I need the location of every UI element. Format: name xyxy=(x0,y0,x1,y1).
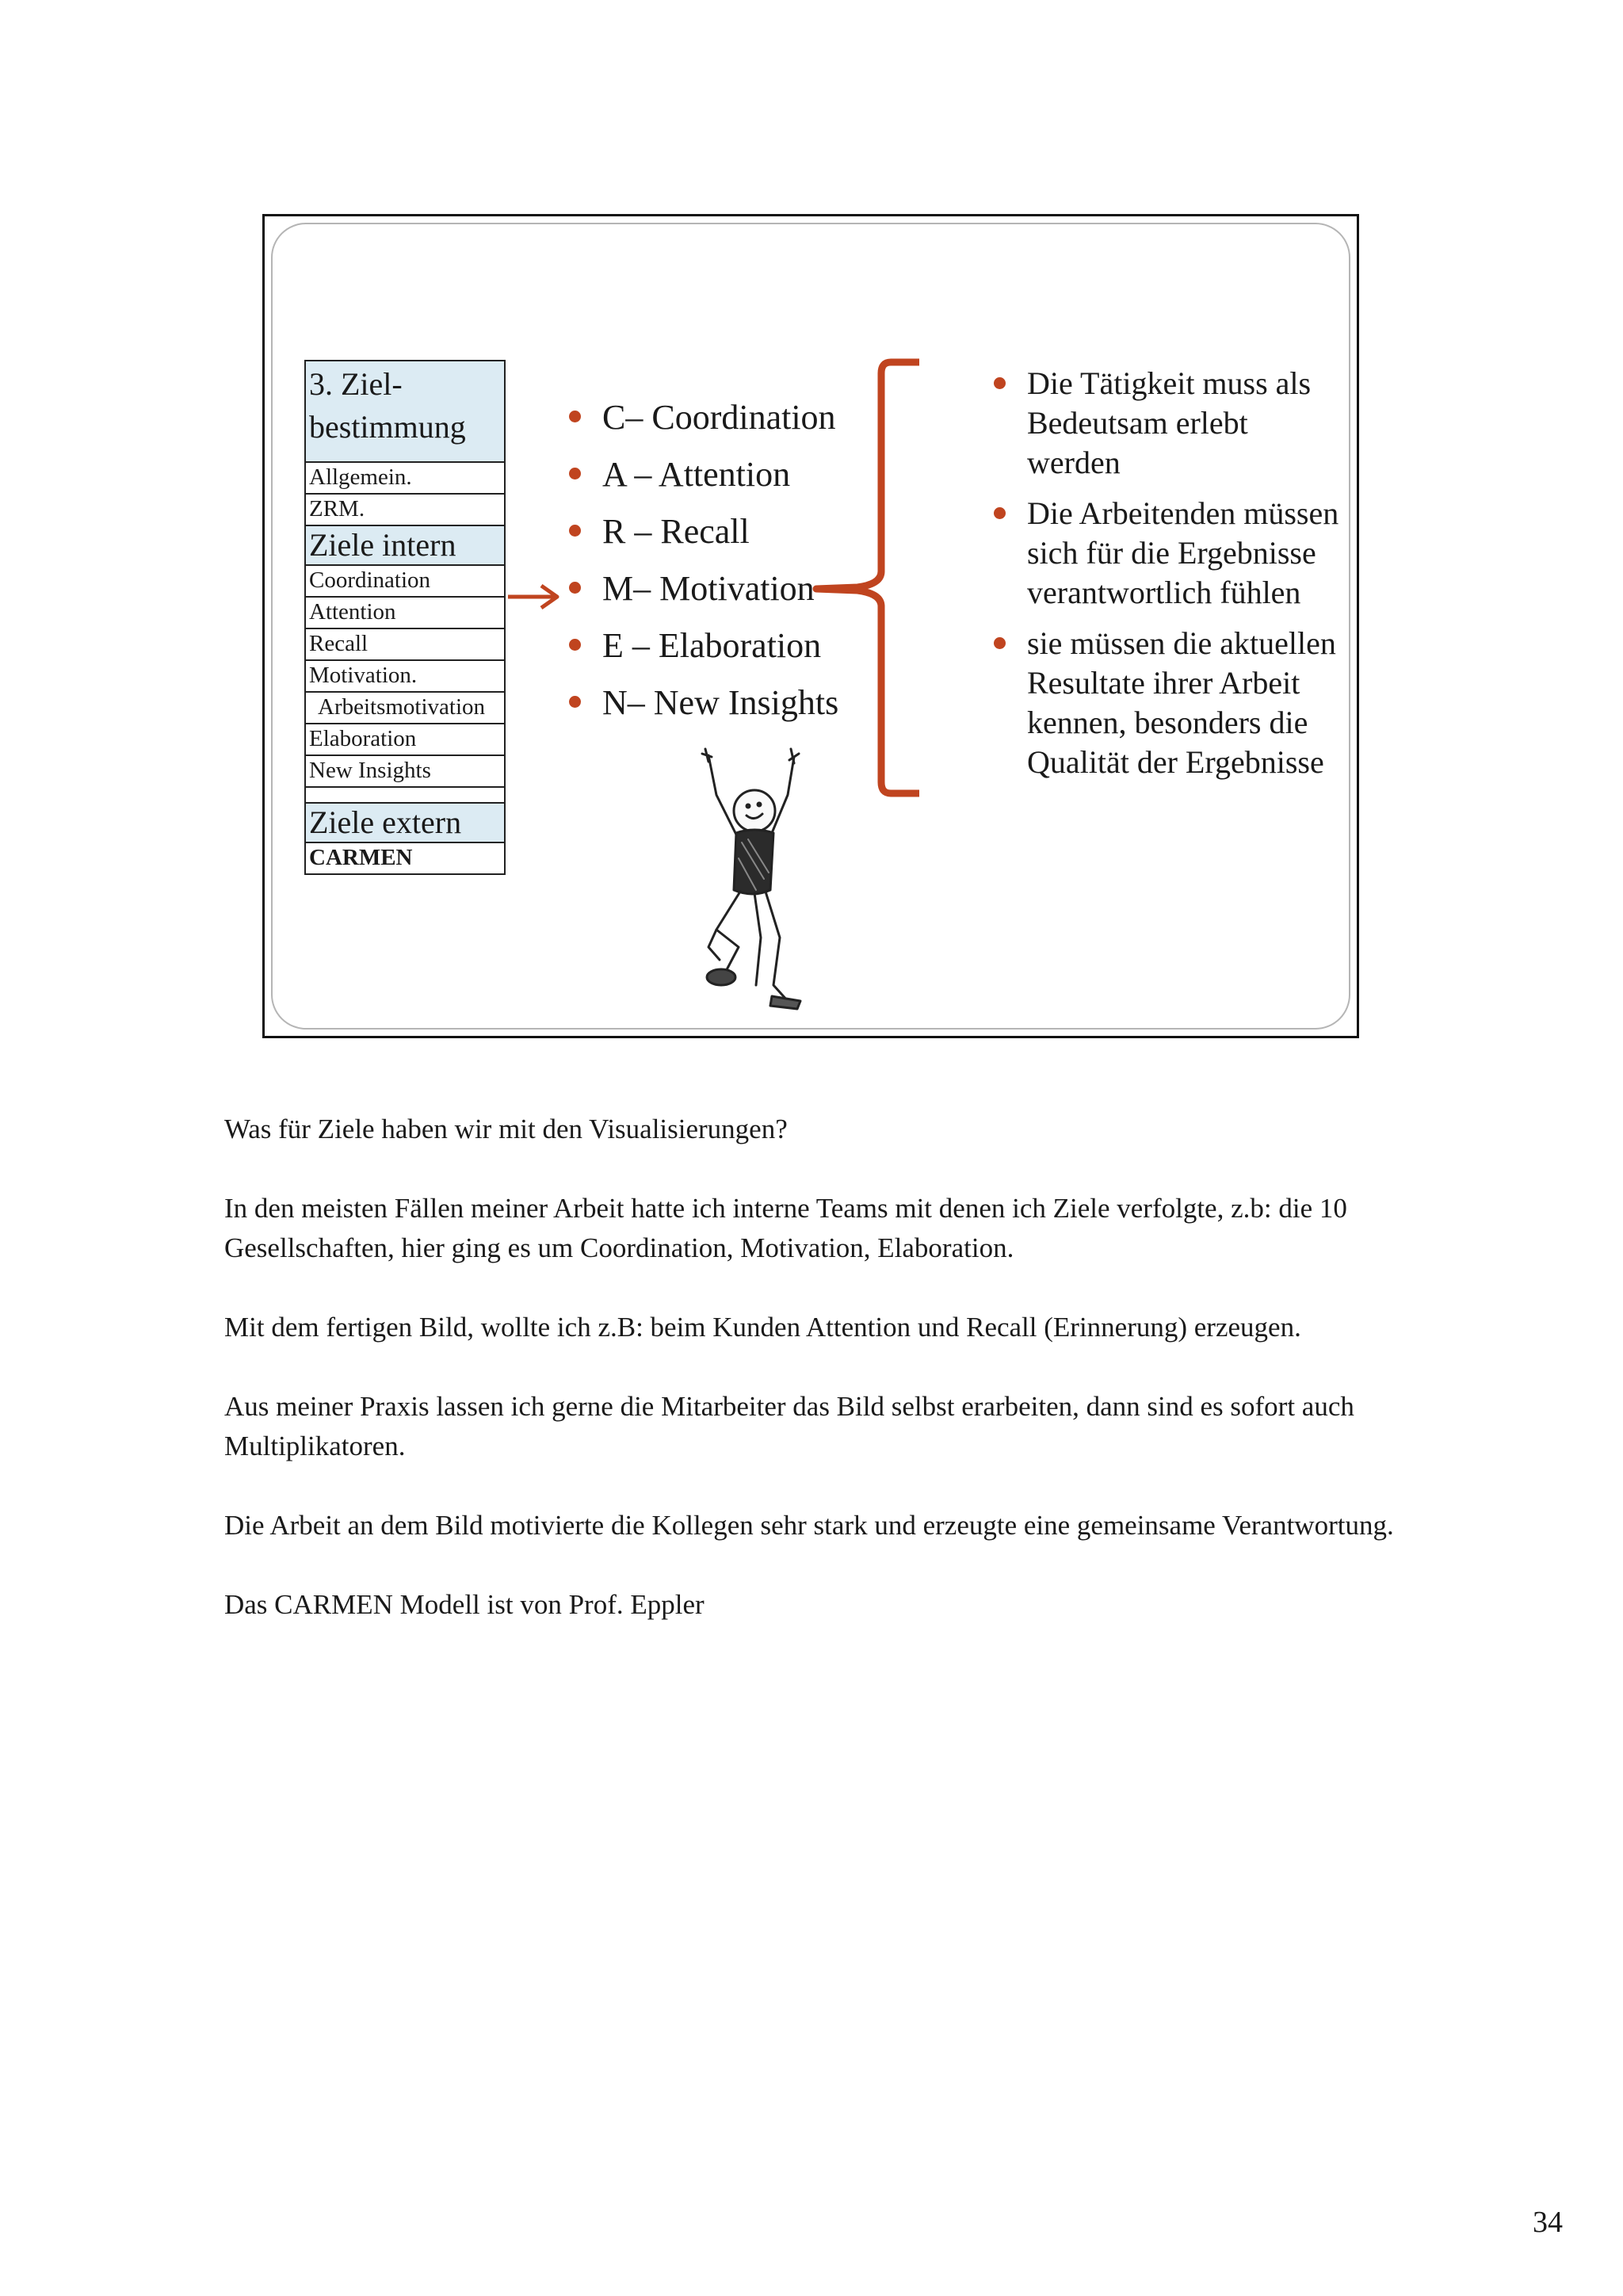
dancing-person-illustration xyxy=(661,739,843,1025)
carmen-item xyxy=(569,560,838,617)
agenda-cell: Ziele extern xyxy=(305,803,505,842)
agenda-row xyxy=(305,462,505,494)
carmen-item-label: N– New Insights xyxy=(602,683,839,722)
carmen-item xyxy=(569,674,838,732)
bullet-icon xyxy=(569,639,581,651)
agenda-row xyxy=(305,692,505,724)
carmen-item-label: M– Motivation xyxy=(602,569,815,608)
motivation-item-label: sie müssen die aktuellen Resultate ihrer Arbeit kennen, besonders die Qualität der Ergebnisse xyxy=(1027,625,1336,780)
bullet-icon xyxy=(569,411,581,422)
agenda-cell: Coordination xyxy=(305,565,505,597)
agenda-row xyxy=(305,628,505,660)
slide-frame xyxy=(262,214,1359,1038)
agenda-cell: Allgemein. xyxy=(305,462,505,494)
agenda-row xyxy=(305,660,505,692)
agenda-row xyxy=(305,597,505,628)
motivation-item xyxy=(994,364,1342,483)
agenda-row xyxy=(305,724,505,755)
motivation-item-label: Die Arbeitenden müssen sich für die Ergebnisse verantwortlich fühlen xyxy=(1027,495,1339,610)
bullet-icon xyxy=(994,637,1006,649)
carmen-item xyxy=(569,389,838,446)
page-number: 34 xyxy=(1533,2206,1563,2239)
carmen-item xyxy=(569,617,838,674)
carmen-model-list xyxy=(569,389,838,732)
bullet-icon xyxy=(569,582,581,594)
agenda-row xyxy=(305,803,505,842)
carmen-item-label: R – Recall xyxy=(602,512,750,551)
agenda-cell: Ziele intern xyxy=(305,525,505,565)
agenda-cell: 3. Ziel- bestimmung xyxy=(305,361,505,462)
agenda-cell: CARMEN xyxy=(305,842,505,874)
paragraph: Aus meiner Praxis lassen ich gerne die Mitarbeiter das Bild selbst erarbeiten, dann sind es sofort auch Multiplikatoren. xyxy=(224,1391,1354,1461)
carmen-item xyxy=(569,503,838,560)
bullet-icon xyxy=(569,696,581,708)
agenda-cell: Elaboration xyxy=(305,724,505,755)
agenda-cell: New Insights xyxy=(305,755,505,787)
agenda-cell: Arbeitsmotivation xyxy=(305,692,505,724)
agenda-cell: Recall xyxy=(305,628,505,660)
agenda-cell: Attention xyxy=(305,597,505,628)
bullet-icon xyxy=(994,377,1006,389)
agenda-row xyxy=(305,565,505,597)
agenda-row xyxy=(305,755,505,787)
agenda-row xyxy=(305,525,505,565)
right-arrow-icon xyxy=(505,581,568,613)
paragraph: Das CARMEN Modell ist von Prof. Eppler xyxy=(224,1589,705,1620)
paragraph: In den meisten Fällen meiner Arbeit hatte ich interne Teams mit denen ich Ziele verfolgte, z.b: die 10 Gesellschaften, hier ging es um Coordination, Motivation, Elaboration. xyxy=(224,1193,1347,1263)
agenda-row xyxy=(305,494,505,525)
agenda-row xyxy=(305,787,505,803)
agenda-cell xyxy=(305,787,505,803)
bullet-icon xyxy=(569,525,581,537)
agenda-cell: ZRM. xyxy=(305,494,505,525)
agenda-table xyxy=(304,360,506,875)
agenda-row xyxy=(305,361,505,462)
paragraph: Was für Ziele haben wir mit den Visualisierungen? xyxy=(224,1114,788,1144)
bullet-icon xyxy=(994,507,1006,519)
paragraph: Die Arbeit an dem Bild motivierte die Kollegen sehr stark und erzeugte eine gemeinsame Verantwortung. xyxy=(224,1510,1394,1541)
motivation-item xyxy=(994,624,1342,782)
agenda-cell: Motivation. xyxy=(305,660,505,692)
motivation-conditions-list xyxy=(994,364,1342,793)
paragraph: Mit dem fertigen Bild, wollte ich z.B: beim Kunden Attention und Recall (Erinnerung) erzeugen. xyxy=(224,1312,1301,1343)
carmen-item-label: A – Attention xyxy=(602,455,791,494)
slide-content xyxy=(271,223,1350,1030)
body-text xyxy=(224,1110,1413,1664)
agenda-row xyxy=(305,842,505,874)
curly-brace-icon xyxy=(808,357,927,801)
carmen-item xyxy=(569,446,838,503)
bullet-icon xyxy=(569,468,581,479)
motivation-item-label: Die Tätigkeit muss als Bedeutsam erlebt werden xyxy=(1027,365,1312,480)
carmen-item-label: C– Coordination xyxy=(602,398,836,437)
carmen-item-label: E – Elaboration xyxy=(602,626,822,665)
motivation-item xyxy=(994,494,1342,613)
